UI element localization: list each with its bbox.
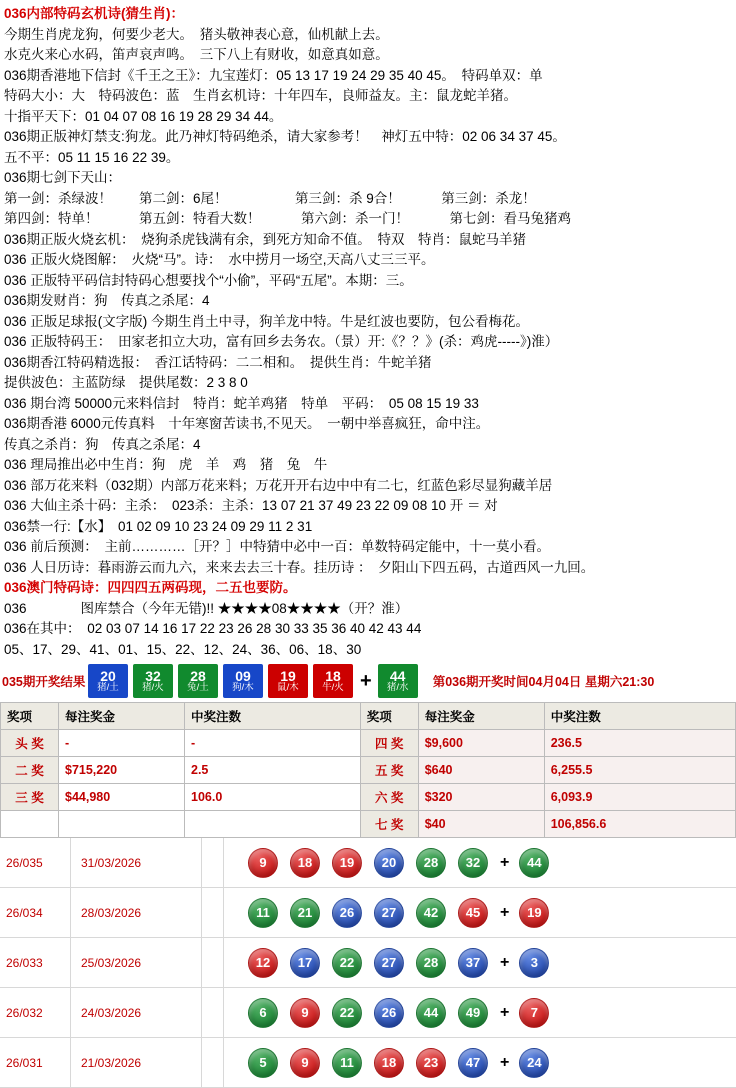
history-special-ball: 3 <box>519 948 549 978</box>
history-ball: 5 <box>248 1048 278 1078</box>
ball-zodiac-element: 鼠/木 <box>277 682 299 694</box>
article-line: 传真之杀肖：狗 传真之杀尾：4 <box>4 436 201 452</box>
article-line: 036 正版火烧图解： 火烧“马”。诗： 水中捞月一场空,天高八丈三三平。 <box>4 252 435 267</box>
history-date: 24/03/2026 <box>70 988 202 1038</box>
history-spacer <box>202 1038 224 1088</box>
prize-col-header: 中奖注数 <box>185 703 361 730</box>
history-ball: 12 <box>248 948 278 978</box>
ball-zodiac-element: 猪/土 <box>97 682 119 694</box>
ball-zodiac-element: 猪/火 <box>142 682 164 694</box>
history-ball: 20 <box>374 848 404 878</box>
article-line: 五不平：05 11 15 16 22 39。 <box>4 149 180 165</box>
draw-ball <box>268 664 308 698</box>
article-line: 036 人日历诗：暮雨游云而九六，来来去去三十春。挂历诗 ： 夕阳山下四五码，古道西风一九回。 <box>4 559 595 575</box>
article-line: 特码大小：大 特码波色：蓝 生肖玄机诗：十年四车，良师益友。主：鼠龙蛇羊猪。 <box>4 88 517 103</box>
history-ball: 9 <box>248 848 278 878</box>
draw-ball <box>313 664 353 698</box>
prize-tier-left: 三 奖 <box>1 784 59 811</box>
history-balls <box>224 848 561 878</box>
article-line: 036期正版火烧玄机： 烧狗杀虎钱满有余，到死方知命不值。 特双 特肖：鼠蛇马羊猪 <box>4 231 527 247</box>
prize-amount-left: $715,220 <box>59 757 185 784</box>
history-ball: 26 <box>374 998 404 1028</box>
ball-zodiac-element: 牛/火 <box>322 682 344 694</box>
history-balls <box>224 1048 561 1078</box>
history-ball: 42 <box>416 898 446 928</box>
history-ball: 27 <box>374 898 404 928</box>
history-special-ball: 19 <box>519 898 549 928</box>
history-issue: 26/033 <box>6 955 43 970</box>
history-ball: 11 <box>332 1048 362 1078</box>
prize-table-row <box>1 757 736 784</box>
prize-amount-right: $640 <box>418 757 544 784</box>
history-issue: 26/031 <box>6 1055 43 1070</box>
history-balls <box>224 948 561 978</box>
draw-time-info: 第036期开奖时间04月04日 星期六21:30 <box>432 675 655 689</box>
prize-table-row <box>1 784 736 811</box>
prize-winners-left: - <box>185 730 361 757</box>
history-date: 31/03/2026 <box>70 838 202 888</box>
history-row[interactable] <box>0 838 736 888</box>
history-plus-sign: + <box>500 903 510 921</box>
article-line: 036 期台湾 50000元来料信封 特肖：蛇羊鸡猪 特单 平码： 05 08 15 19 33 <box>4 395 479 411</box>
ball-zodiac-element: 兔/土 <box>187 682 209 694</box>
history-ball: 27 <box>374 948 404 978</box>
history-date: 21/03/2026 <box>70 1038 202 1088</box>
prize-col-header: 中奖注数 <box>544 703 735 730</box>
article-line: 05、17、29、41、01、15、22、12、24、36、06、18、30 <box>4 641 362 657</box>
history-plus-sign: + <box>500 853 510 871</box>
article-line: 第四剑：特单！ 第五剑：特看大数！ 第六剑：杀一门！ 第七剑：看马兔猪鸡 <box>4 211 571 226</box>
history-row[interactable] <box>0 988 736 1038</box>
prize-winners-right: 6,255.5 <box>544 757 735 784</box>
history-spacer <box>202 988 224 1038</box>
history-ball: 19 <box>332 848 362 878</box>
ball-zodiac-element: 狗/木 <box>232 682 254 694</box>
article-line: 036期香港地下信封《千王之王》：九宝莲灯：05 13 17 19 24 29 35 40 45。 特码单双：单 <box>4 67 543 83</box>
ball-number: 18 <box>325 667 341 684</box>
ball-number: 09 <box>235 667 251 684</box>
history-row[interactable] <box>0 1038 736 1088</box>
prize-table-header-row <box>1 703 736 730</box>
article-line: 036期七剑下天山： <box>4 170 122 185</box>
history-ball: 21 <box>290 898 320 928</box>
prize-col-header: 每注奖金 <box>59 703 185 730</box>
article-line: 提供波色：主蓝防绿 提供尾数：2 3 8 0 <box>4 375 248 390</box>
history-issue: 26/035 <box>6 855 43 870</box>
prize-col-header: 奖项 <box>360 703 418 730</box>
prize-table-row <box>1 730 736 757</box>
article-line: 036期发财肖：狗 传真之杀尾：4 <box>4 293 210 308</box>
article-line: 036 正版特平码信封特码心想要找个“小偷”，平码“五尾”。本期：三。 <box>4 272 413 288</box>
history-ball: 28 <box>416 948 446 978</box>
prize-amount-left: $44,980 <box>59 784 185 811</box>
article-line: 036禁一行:【水】 01 02 09 10 23 24 09 29 11 2 31 <box>4 518 313 534</box>
history-special-ball: 7 <box>519 998 549 1028</box>
ball-number: 28 <box>190 667 206 684</box>
prize-winners-right: 6,093.9 <box>544 784 735 811</box>
prize-winners-right: 236.5 <box>544 730 735 757</box>
prize-winners-left <box>185 811 361 838</box>
ball-number: 32 <box>145 667 161 684</box>
article-line: 036内部特码玄机诗(猜生肖)： <box>4 6 185 21</box>
prize-table-row <box>1 811 736 838</box>
article-line: 036 图库禁合（今年无错)!! ★★★★08★★★★（开？淮） <box>4 600 409 616</box>
prize-tier-left: 二 奖 <box>1 757 59 784</box>
prize-tier-right: 四 奖 <box>360 730 418 757</box>
history-ball: 26 <box>332 898 362 928</box>
prize-table-wrapper <box>0 702 736 838</box>
article-line: 今期生肖虎龙狗，何要少老大。 猪头敬神表心意，仙机献上去。 <box>4 26 389 42</box>
history-ball: 9 <box>290 998 320 1028</box>
ball-number: 44 <box>389 667 406 684</box>
history-ball: 49 <box>458 998 488 1028</box>
history-row[interactable] <box>0 938 736 988</box>
article-line: 036在其中： 02 03 07 14 16 17 22 23 26 28 30 33 35 36 40 42 43 44 <box>4 621 422 636</box>
history-issue: 26/032 <box>6 1005 43 1020</box>
ball-zodiac-element: 猪/水 <box>386 682 409 694</box>
history-ball: 32 <box>458 848 488 878</box>
history-ball: 17 <box>290 948 320 978</box>
ball-number: 19 <box>280 667 296 684</box>
history-spacer <box>202 938 224 988</box>
history-ball: 47 <box>458 1048 488 1078</box>
history-balls <box>224 998 561 1028</box>
history-ball: 44 <box>416 998 446 1028</box>
history-plus-sign: + <box>500 953 510 971</box>
article-line: 036期香港 6000元传真料 十年寒窗苦读书,不见天。 一朝中举喜疯狂，命中注。 <box>4 416 490 431</box>
prize-amount-right: $9,600 <box>418 730 544 757</box>
history-ball: 18 <box>290 848 320 878</box>
history-ball: 45 <box>458 898 488 928</box>
prize-tier-right: 五 奖 <box>360 757 418 784</box>
article-line: 036 正版足球报(文字版) 今期生肖土中寻，狗羊龙中特。牛是红波也要防，包公看梅花。 <box>4 313 530 329</box>
plus-sign: + <box>360 669 372 692</box>
prize-amount-left <box>59 811 185 838</box>
history-ball: 23 <box>416 1048 446 1078</box>
history-row[interactable] <box>0 888 736 938</box>
prize-tier-right: 七 奖 <box>360 811 418 838</box>
history-issue: 26/034 <box>6 905 43 920</box>
article-line: 036期香江特码精选报： 香江话特码：二二相和。 提供生肖：牛蛇羊猪 <box>4 354 432 370</box>
draw-ball <box>223 664 263 698</box>
history-date: 28/03/2026 <box>70 888 202 938</box>
prize-amount-right: $320 <box>418 784 544 811</box>
history-date: 25/03/2026 <box>70 938 202 988</box>
prize-winners-left: 106.0 <box>185 784 361 811</box>
prize-col-header: 奖项 <box>1 703 59 730</box>
article-line: 水克火来心水码，笛声哀声鸣。 三下八上有财收，如意真如意。 <box>4 47 389 62</box>
history-ball: 37 <box>458 948 488 978</box>
article-line: 036期正版神灯禁支:狗龙。此乃神灯特码绝杀，请大家参考！ 神灯五中特：02 06 34 37 45。 <box>4 129 566 144</box>
article-line: 十指平天下：01 04 07 08 16 19 28 29 34 44。 <box>4 108 283 124</box>
article-line: 第一剑：杀绿波！ 第二剑：6尾！ 第三剑：杀 9合！ 第三剑：杀龙！ <box>4 190 536 206</box>
draw-result-row <box>0 660 736 702</box>
history-special-ball: 24 <box>519 1048 549 1078</box>
prize-amount-right: $40 <box>418 811 544 838</box>
draw-ball <box>88 664 128 698</box>
article-line: 036 部万花来料（032期）内部万花来料；万花开开右边中中有二七，红蓝色彩尽显狗藏羊居 <box>4 477 553 493</box>
history-balls <box>224 898 561 928</box>
ball-number: 20 <box>100 667 116 684</box>
prize-tier-left: 头 奖 <box>1 730 59 757</box>
draw-ball <box>178 664 218 698</box>
draw-ball <box>133 664 173 698</box>
draw-result-special <box>378 664 423 698</box>
history-spacer <box>202 838 224 888</box>
history-ball: 28 <box>416 848 446 878</box>
prize-winners-left: 2.5 <box>185 757 361 784</box>
article-line: 036澳门特码诗：四四四五两码现，二五也要防。 <box>4 580 297 595</box>
draw-special-ball <box>378 664 418 698</box>
history-plus-sign: + <box>500 1003 510 1021</box>
history-ball: 6 <box>248 998 278 1028</box>
history-ball: 9 <box>290 1048 320 1078</box>
article-line: 036 大仙主杀十码：主杀： 023杀：主杀：13 07 21 37 49 23 22 09 08 10 开 ＝ 对 <box>4 498 498 513</box>
history-list <box>0 838 736 1088</box>
history-ball: 22 <box>332 998 362 1028</box>
draw-result-balls <box>88 664 358 698</box>
prize-amount-left: - <box>59 730 185 757</box>
history-plus-sign: + <box>500 1053 510 1071</box>
article-line: 036 正版特码王： 田家老扣立大功，富有回乡去务农。（景）开:《？？》(杀：鸡虎-----》)淮） <box>4 334 559 349</box>
history-ball: 18 <box>374 1048 404 1078</box>
history-ball: 22 <box>332 948 362 978</box>
prize-tier-right: 六 奖 <box>360 784 418 811</box>
article-line: 036 前后预测： 主前…………［开？］中特猜中必中一百：单数特码定能中，十一莫小看。 <box>4 539 551 554</box>
article-line: 036 理局推出必中生肖：狗 虎 羊 鸡 猪 兔 牛 <box>4 457 328 472</box>
draw-result-label: 035期开奖结果 <box>2 675 86 689</box>
prize-winners-right: 106,856.6 <box>544 811 735 838</box>
history-special-ball: 44 <box>519 848 549 878</box>
history-ball: 11 <box>248 898 278 928</box>
prize-col-header: 每注奖金 <box>418 703 544 730</box>
prize-table <box>0 702 736 838</box>
history-spacer <box>202 888 224 938</box>
prize-tier-left <box>1 811 59 838</box>
